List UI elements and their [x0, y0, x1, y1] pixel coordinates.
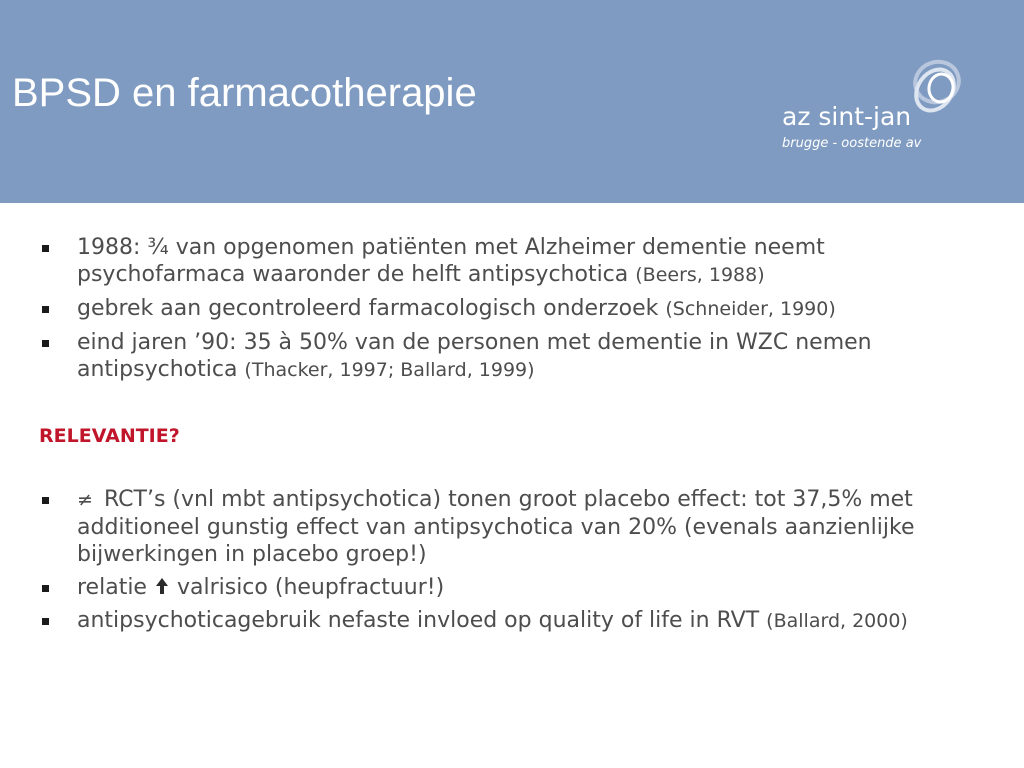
list-item-text: eind jaren ’90: 35 à 50% van de personen met dementie in WZC nemen antipsychotica — [77, 330, 872, 382]
bullet-square-icon — [42, 497, 49, 504]
list-item — [0, 329, 1024, 384]
list-item-citation: (Beers, 1988) — [635, 264, 765, 286]
list-item-citation: (Schneider, 1990) — [665, 298, 836, 320]
list-item — [0, 574, 1024, 601]
logo-subtitle: brugge - oostende av — [782, 136, 922, 151]
not-equal-icon: ≠ — [77, 489, 93, 511]
list-item — [0, 607, 1024, 635]
list-item — [0, 486, 1024, 568]
bullet-list-context — [0, 234, 1024, 384]
list-item-text: RCT’s (vnl mbt antipsychotica) tonen groot placebo effect: tot 37,5% met additioneel gunstig effect van antipsychotica van 20% (evenals aanzienlijke bijwerkingen in placebo groep!) — [77, 487, 915, 567]
relevance-heading: RELEVANTIE? — [39, 425, 180, 447]
bullet-square-icon — [42, 340, 49, 347]
bullet-square-icon — [42, 618, 49, 625]
bullet-list-relevance — [0, 486, 1024, 635]
list-item — [0, 234, 1024, 289]
up-arrow-icon — [154, 577, 170, 595]
bullet-square-icon — [42, 306, 49, 313]
logo-name: az sint-jan — [782, 102, 912, 131]
list-item-citation: (Ballard, 2000) — [766, 610, 908, 632]
list-item — [0, 295, 1024, 323]
list-item-text: relatie — [77, 575, 154, 600]
list-item-text: 1988: ¾ van opgenomen patiënten met Alzheimer dementie neemt psychofarmaca waaronder de helft antipsychotica — [77, 235, 825, 287]
bullet-square-icon — [42, 585, 49, 592]
slide-title: BPSD en farmacotherapie — [12, 71, 477, 115]
bullet-square-icon — [42, 245, 49, 252]
list-item-text-continued: valrisico (heupfractuur!) — [169, 575, 445, 600]
list-item-text: antipsychoticagebruik nefaste invloed op quality of life in RVT — [77, 608, 767, 633]
list-item-text: gebrek aan gecontroleerd farmacologisch onderzoek — [77, 296, 666, 321]
list-item-citation: (Thacker, 1997; Ballard, 1999) — [244, 359, 535, 381]
